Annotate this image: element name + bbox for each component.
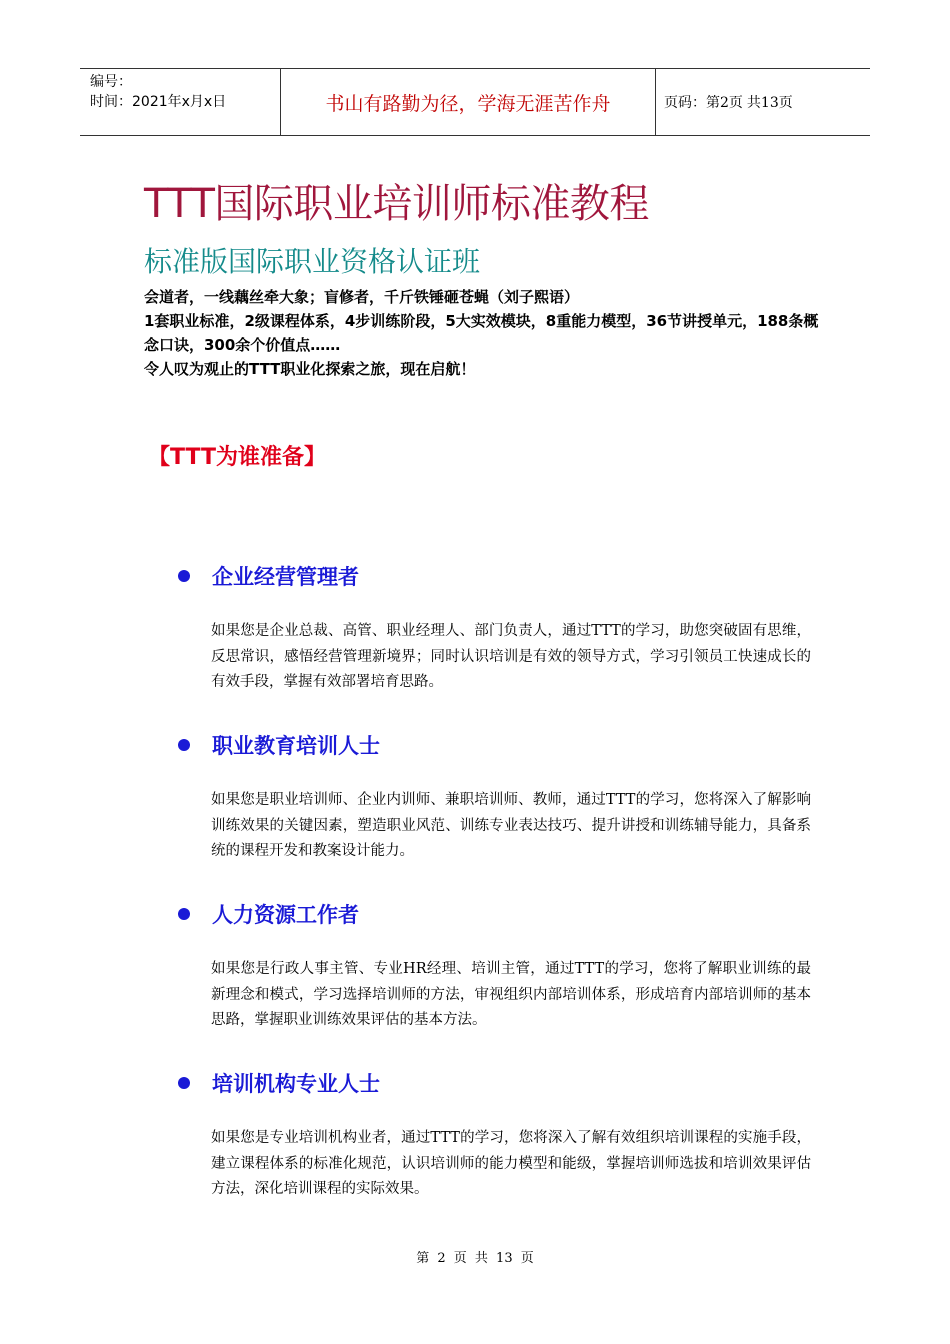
group-heading: 人力资源工作者 [212, 903, 359, 927]
group-heading: 培训机构专业人士 [212, 1072, 380, 1096]
group-heading: 职业教育培训人士 [212, 734, 380, 758]
intro-line-2: 1套职业标准，2级课程体系，4步训练阶段，5大实效模块，8重能力模型，36节讲授单元，188条概念口诀，300余个价值点…… [144, 312, 819, 354]
total-label: 共13页 [746, 95, 793, 111]
group-body: 如果您是职业培训师、企业内训师、兼职培训师、教师，通过TTT的学习，您将深入了解影响训练效果的关键因素，塑造职业风范、训练专业表达技巧、提升讲授和训练辅导能力，具备系统的课程开发和教案设计能力。 [211, 792, 811, 859]
page-footer: 第 2 页 共 13 页 [416, 1251, 534, 1266]
time-label: 时间：2021年x月x日 [90, 94, 227, 110]
header-table [80, 68, 870, 136]
header-motto: 书山有路勤为径，学海无涯苦作舟 [281, 69, 656, 135]
group-body: 如果您是行政人事主管、专业HR经理、培训主管，通过TTT的学习，您将了解职业训练的最新理念和模式，学习选择培训师的方法，审视组织内部培训体系，形成培育内部培训师的基本思路，掌握职业训练效果评估的基本方法。 [211, 961, 811, 1028]
number-label: 编号： [90, 74, 132, 90]
group-body: 如果您是专业培训机构业者，通过TTT的学习，您将深入了解有效组织培训课程的实施手段，建立课程体系的标准化规范，认识培训师的能力模型和能级，掌握培训师选拔和培训效果评估方法，深化培训课程的实际效果。 [211, 1130, 811, 1197]
bullet-dot-icon [178, 739, 190, 751]
bullet-dot-icon [178, 570, 190, 582]
intro-line-1: 会道者，一线藕丝牵大象；盲修者，千斤铁锤砸苍蝇（刘子熙语） [144, 288, 580, 306]
section-title: 【TTT为谁准备】 [148, 445, 327, 470]
bullet-dot-icon [178, 908, 190, 920]
group-heading: 企业经营管理者 [212, 565, 359, 589]
group-body: 如果您是企业总裁、高管、职业经理人、部门负责人，通过TTT的学习，助您突破固有思维，反思常识，感悟经营管理新境界；同时认识培训是有效的领导方式，学习引领员工快速成长的有效手段，掌握有效部署培育思路。 [211, 623, 811, 690]
page-subtitle: 标准版国际职业资格认证班 [144, 245, 481, 278]
intro-line-3: 令人叹为观止的TTT职业化探索之旅，现在启航！ [144, 360, 476, 378]
header-page-info [656, 69, 870, 135]
page-title: TTT国际职业培训师标准教程 [144, 181, 649, 227]
header-meta [80, 69, 281, 135]
page-label: 页码：第2页 [664, 95, 743, 111]
bullet-dot-icon [178, 1077, 190, 1089]
intro-block [144, 285, 824, 381]
